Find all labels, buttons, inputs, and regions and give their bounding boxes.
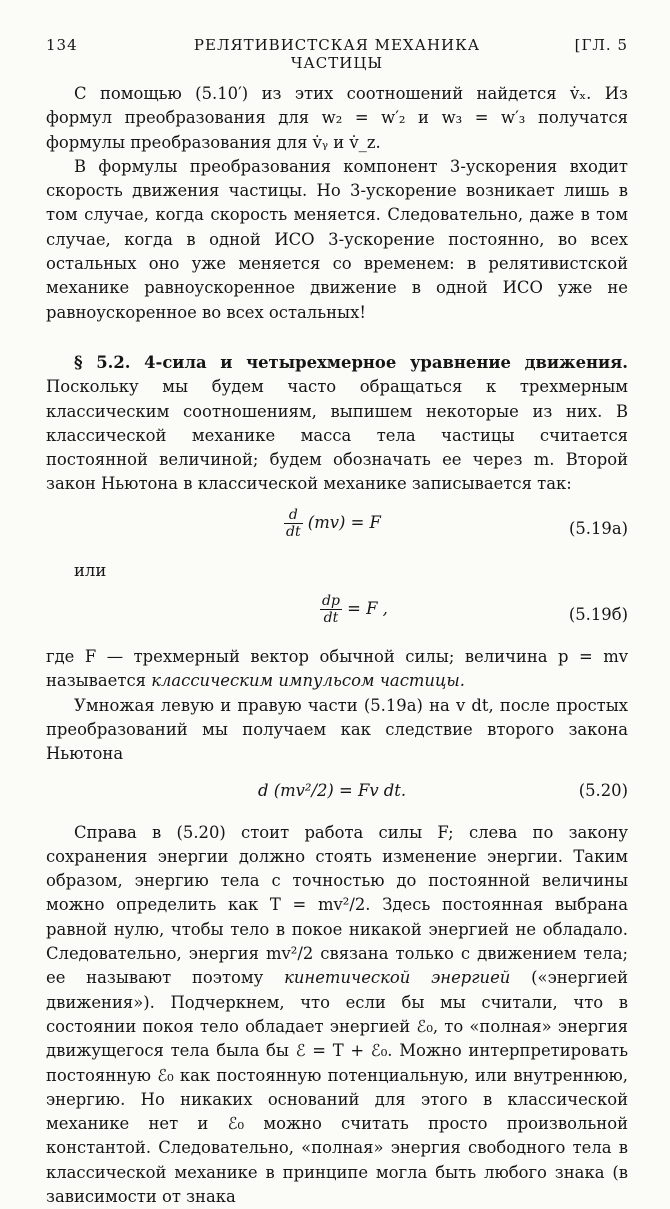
equation-5-19a [46,499,628,557]
equation-5-19b-formula [320,593,388,626]
paragraph-2: В формулы преобразования компонент 3-ускорения входит скорость движения частицы. Но 3-ускорение возникает лишь в том случае, когда скорость меняется. Следовательно, даже в том случае, когда в одной ИСО 3-ускорение постоянно, во всех остальных оно уже меняется со временем: в релятивистской механике равноускоренное движение в одной ИСО уже не равноускоренное во всех остальных! [46,156,628,322]
page-body [46,82,628,1209]
paragraph-6-text-b: («энергией движения»). Подчеркнем, что если бы мы считали, что в состоянии покоя тело обладает энергией ℰ₀, то «полная» энергия движущегося тела была бы ℰ = T + ℰ₀. Можно интерпретировать постоянную ℰ₀ как постоянную потенциальную, или внутреннюю, энергию. Но никаких оснований для этого в классической механике нет и ℰ₀ можно считать просто произвольной константой. Следовательно, «полная» энергия свободного тела в классической механике в принципе могла быть любого знака (в зависимости от знака [46,968,628,1206]
paragraph-6-italic: кинетической энергией [284,968,511,988]
equation-5-19b [46,585,628,643]
running-title: РЕЛЯТИВИСТСКАЯ МЕХАНИКА ЧАСТИЦЫ [193,36,481,72]
equation-5-19b-rest: = F , [341,599,388,619]
equation-5-20-formula: d (mv²/2) = Fv dt. [258,780,407,800]
paragraph-4-italic: классическим импульсом частицы. [151,671,465,691]
paragraph-4 [46,645,628,694]
chapter-marker: [ГЛ. 5 [574,36,628,54]
fraction-numerator: dp [322,593,340,610]
fraction-numerator: d [284,507,303,524]
section-paragraph-text: Поскольку мы будем часто обращаться к трехмерным классическим соотношениям, выпишем некоторые из них. В классической механике масса тела частицы считается постоянной величиной; будем обозначать ее через m. Второй закон Ньютона в классической механике записывается так: [46,377,628,494]
equation-5-19b-label: (5.19б) [568,605,628,625]
paragraph-4-text: где F — трехмерный вектор обычной силы; величина p = mv называется [46,647,628,691]
equation-5-19a-rest: (mv) = F [302,512,381,532]
or-word: или [74,560,107,580]
paragraph-1: С помощью (5.10′) из этих соотношений найдется v̇ₓ. Из формул преобразования для w₂ = w′₂ и w₃ = w′₃ получатся формулы преобразования для v̇ᵧ и v̇_z. [46,84,628,152]
section-paragraph [46,351,628,497]
paragraph-6 [46,821,628,1209]
fraction [284,507,303,540]
paragraph-6-text-a: Справа в (5.20) стоит работа силы F; слева по закону сохранения энергии должно стоять изменение энергии. Таким образом, энергию тела с точностью до постоянной величины можно определить как T = mv²/2. Здесь постоянная выбрана равной нулю, чтобы тело в покое никакой энергией не обладало. Следовательно, энергия mv²/2 связана только с движением тела; ее называют поэтому [46,822,628,988]
running-header [46,36,628,72]
page-number: 134 [46,36,78,54]
equation-5-20-label: (5.20) [578,780,628,800]
equation-5-19a-formula [284,507,381,540]
fraction-denominator: dt [323,610,339,627]
section-title: § 5.2. 4-сила и четырехмерное уравнение движения. [74,352,628,372]
paragraph-5: Умножая левую и правую части (5.19а) на v dt, после простых преобразований мы получаем как следствие второго закона Ньютона [46,695,628,764]
fraction [320,593,342,626]
fraction-denominator: dt [286,523,301,540]
equation-5-20 [46,773,628,813]
equation-5-19a-label: (5.19а) [568,518,628,538]
